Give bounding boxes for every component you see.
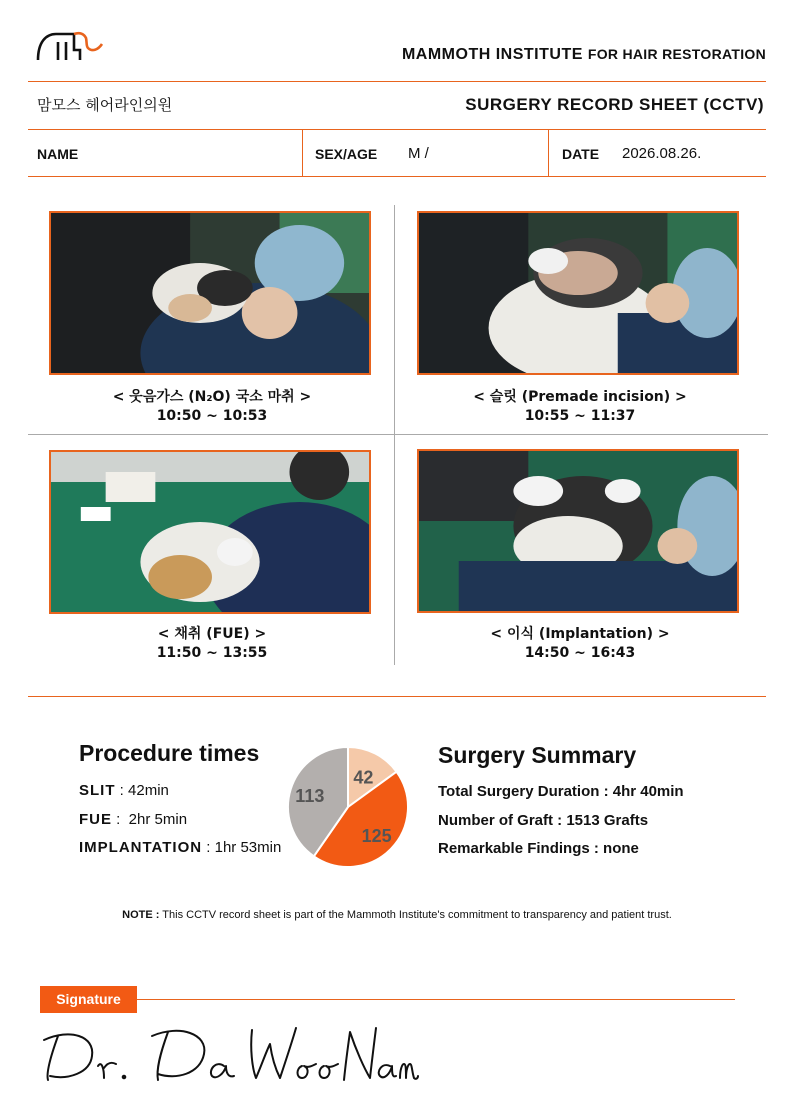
header-divider bbox=[28, 81, 766, 82]
step-title: < 채취 (FUE) > bbox=[157, 626, 267, 642]
note bbox=[0, 909, 794, 921]
info-top-divider bbox=[28, 129, 766, 130]
signature-label: Signature bbox=[40, 986, 137, 1013]
summary-duration: Total Surgery Duration : 4hr 40min bbox=[438, 783, 684, 800]
procedure-item-slit: SLIT : 42min bbox=[79, 782, 169, 799]
step-caption bbox=[415, 625, 745, 663]
step-time: 14:50 ~ 16:43 bbox=[524, 645, 636, 661]
step-time: 10:55 ~ 11:37 bbox=[524, 408, 636, 424]
note-text: This CCTV record sheet is part of the Mammoth Institute's commitment to transparency and patient trust. bbox=[159, 909, 672, 921]
sexage-value: M / bbox=[408, 145, 429, 162]
pie-data-label: 42 bbox=[353, 767, 374, 788]
note-label: NOTE : bbox=[122, 909, 160, 921]
handwritten-signature bbox=[40, 1018, 420, 1093]
date-value: 2026.08.26. bbox=[622, 145, 702, 162]
grid-divider-vertical bbox=[394, 435, 395, 665]
name-label: NAME bbox=[37, 146, 79, 162]
korean-clinic-name: 맘모스 헤어라인의원 bbox=[37, 96, 173, 114]
info-bottom-divider bbox=[28, 176, 766, 177]
procedure-item-implantation: IMPLANTATION : 1hr 53min bbox=[79, 839, 282, 856]
step-time: 11:50 ~ 13:55 bbox=[156, 645, 268, 661]
step-title: < 슬릿 (Premade incision) > bbox=[473, 389, 687, 405]
info-separator bbox=[302, 130, 303, 176]
sexage-label: SEX/AGE bbox=[315, 146, 378, 162]
cctv-photo-implantation bbox=[417, 449, 739, 613]
step-time: 10:50 ~ 10:53 bbox=[156, 408, 268, 424]
step-title: < 이식 (Implantation) > bbox=[490, 626, 670, 642]
step-caption bbox=[415, 388, 745, 426]
summary-divider bbox=[28, 696, 766, 697]
info-separator bbox=[548, 130, 549, 176]
step-caption bbox=[47, 388, 377, 426]
summary-findings: Remarkable Findings : none bbox=[438, 840, 639, 857]
date-label: DATE bbox=[562, 146, 600, 162]
pie-data-label: 113 bbox=[295, 786, 325, 807]
procedure-title: Procedure times bbox=[79, 740, 260, 766]
mammoth-logo bbox=[36, 26, 106, 67]
grid-divider-vertical bbox=[394, 205, 395, 434]
signature-line bbox=[137, 999, 735, 1000]
cctv-photo-slit bbox=[417, 211, 739, 375]
step-title: < 웃음가스 (N₂O) 국소 마취 > bbox=[112, 389, 312, 405]
cctv-photo-anesthesia bbox=[49, 211, 371, 375]
summary-title: Surgery Summary bbox=[438, 742, 637, 768]
step-caption bbox=[47, 625, 377, 663]
grid-divider-horizontal bbox=[28, 434, 768, 435]
pie-data-label: 125 bbox=[361, 825, 392, 846]
sheet-title: SURGERY RECORD SHEET (CCTV) bbox=[465, 95, 764, 114]
institute-name: MAMMOTH INSTITUTE FOR HAIR RESTORATION bbox=[401, 46, 766, 63]
procedure-item-fue: FUE : 2hr 5min bbox=[79, 811, 188, 828]
cctv-photo-fue bbox=[49, 450, 371, 614]
procedure-pie-chart bbox=[286, 745, 410, 869]
summary-graft-count: Number of Graft : 1513 Grafts bbox=[438, 812, 649, 829]
